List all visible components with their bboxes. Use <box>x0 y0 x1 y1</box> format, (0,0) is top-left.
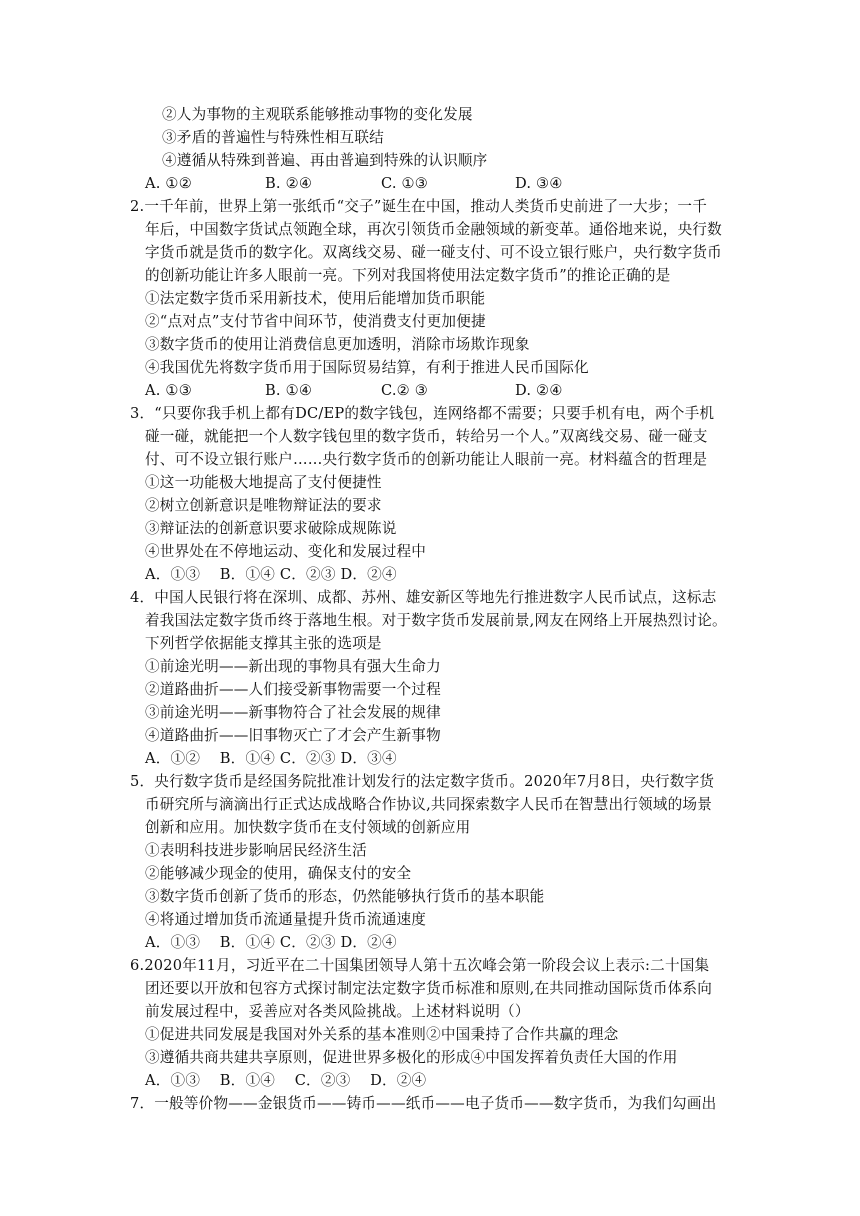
q2-option-d: D. ②④ <box>515 382 563 399</box>
q4-stem-line-3: 下列哲学依据能支撑其主张的选项是 <box>145 635 382 652</box>
q4-item-1: ①前途光明——新出现的事物具有强大生命力 <box>145 658 441 675</box>
q1-option-c: C. ①③ <box>381 175 429 192</box>
q6-item-line-1: ①促进共同发展是我国对外关系的基本准则②中国秉持了合作共赢的理念 <box>145 1026 619 1043</box>
q2-option-b: B. ①④ <box>265 382 313 399</box>
q3-item-2: ②树立创新意识是唯物辩证法的要求 <box>145 497 382 514</box>
q5-item-3: ③数字货币创新了货币的形态，仍然能够执行货币的基本职能 <box>145 888 545 905</box>
q5-stem-line-3: 创新和应用。加快数字货币在支付领域的创新应用 <box>145 819 471 836</box>
q3-stem-line-1: 3．“只要你我手机上都有DC/EP的数字钱包，连网络都不需要；只要手机有电，两个手机 <box>130 405 715 422</box>
q3-item-3: ③辩证法的创新意识要求破除成规陈说 <box>145 520 397 537</box>
q5-item-1: ①表明科技进步影响居民经济生活 <box>145 842 367 859</box>
q1-option-a: A. ①② <box>145 175 192 192</box>
q3-item-4: ④世界处在不停地运动、变化和发展过程中 <box>145 543 427 560</box>
q2-item-3: ③数字货币的使用让消费信息更加透明，消除市场欺诈现象 <box>145 336 530 353</box>
q4-options: A．①② B．①④ C．②③ D．③④ <box>145 750 397 767</box>
q2-item-2: ②“点对点”支付节省中间环节，使消费支付更加便捷 <box>145 313 486 330</box>
q5-options: A．①③ B．①④ C．②③ D．②④ <box>145 934 397 951</box>
q5-stem-line-1: 5．央行数字货币是经国务院批准计划发行的法定数字货币。2020年7月8日，央行数字货 <box>130 773 715 790</box>
q3-item-1: ①这一功能极大地提高了支付便捷性 <box>145 474 382 491</box>
q5-item-4: ④将通过增加货币流通量提升货币流通速度 <box>145 911 427 928</box>
q5-stem-line-2: 币研究所与滴滴出行正式达成战略合作协议,共同探索数字人民币在智慧出行领域的场景 <box>145 796 713 813</box>
q3-stem-line-2: 碰一碰，就能把一个人数字钱包里的数字货币，转给另一个人。”双离线交易、碰一碰支 <box>145 428 708 445</box>
q3-stem-line-3: 付、可不设立银行账户……央行数字货币的创新功能让人眼前一亮。材料蕴含的哲理是 <box>145 451 708 468</box>
q6-item-line-2: ③遵循共商共建共享原则，促进世界多极化的形成④中国发挥着负责任大国的作用 <box>145 1049 678 1066</box>
q2-item-4: ④我国优先将数字货币用于国际贸易结算，有利于推进人民币国际化 <box>145 359 589 376</box>
q2-stem-line-4: 的创新功能让许多人眼前一亮。下列对我国将使用法定数字货币”的推论正确的是 <box>145 267 671 284</box>
q2-stem-line-1: 2.一千年前，世界上第一张纸币“交子”诞生在中国，推动人类货币史前进了一大步；一千 <box>130 198 708 215</box>
q1-option-d: D. ③④ <box>515 175 563 192</box>
q2-option-a: A. ①③ <box>145 382 192 399</box>
q6-stem-line-1: 6.2020年11月，习近平在二十国集团领导人第十五次峰会第一阶段会议上表示:二十国集 <box>130 957 710 974</box>
q2-item-1: ①法定数字货币采用新技术，使用后能增加货币职能 <box>145 290 486 307</box>
q2-stem-line-3: 字货币就是货币的数字化。双离线交易、碰一碰支付、可不设立银行账户，央行数字货币 <box>145 244 722 261</box>
q4-stem-line-2: 着我国法定数字货币终于落地生根。对于数字货币发展前景,网友在网络上开展热烈讨论。 <box>145 612 727 629</box>
q1-item-4: ④遵循从特殊到普遍、再由普遍到特殊的认识顺序 <box>162 152 488 169</box>
q1-item-3: ③矛盾的普遍性与特殊性相互联结 <box>162 129 384 146</box>
q1-item-2: ②人为事物的主观联系能够推动事物的变化发展 <box>162 106 473 123</box>
q4-stem-line-1: 4．中国人民银行将在深圳、成都、苏州、雄安新区等地先行推进数字人民币试点，这标志 <box>130 589 717 606</box>
q6-stem-line-2: 团还要以开放和包容方式探讨制定法定数字货币标准和原则,在共同推动国际货币体系向 <box>145 980 713 997</box>
q4-item-4: ④道路曲折——旧事物灭亡了才会产生新事物 <box>145 727 441 744</box>
q2-option-c: C.② ③ <box>381 382 429 399</box>
q7-stem-line-1: 7．一般等价物——金银货币——铸币——纸币——电子货币——数字货币，为我们勾画出 <box>130 1095 717 1112</box>
q5-item-2: ②能够减少现金的使用，确保支付的安全 <box>145 865 412 882</box>
q6-stem-line-3: 前发展过程中，妥善应对各类风险挑战。上述材料说明（） <box>145 1003 530 1020</box>
q2-stem-line-2: 年后，中国数字货试点领跑全球，再次引领货币金融领域的新变革。通俗地来说，央行数 <box>145 221 722 238</box>
q6-options: A．①③ B．①④ C．②③ D．②④ <box>145 1072 427 1089</box>
q4-item-2: ②道路曲折——人们接受新事物需要一个过程 <box>145 681 441 698</box>
q4-item-3: ③前途光明——新事物符合了社会发展的规律 <box>145 704 441 721</box>
q1-option-b: B. ②④ <box>265 175 313 192</box>
q3-options: A．①③ B．①④ C．②③ D．②④ <box>145 566 397 583</box>
